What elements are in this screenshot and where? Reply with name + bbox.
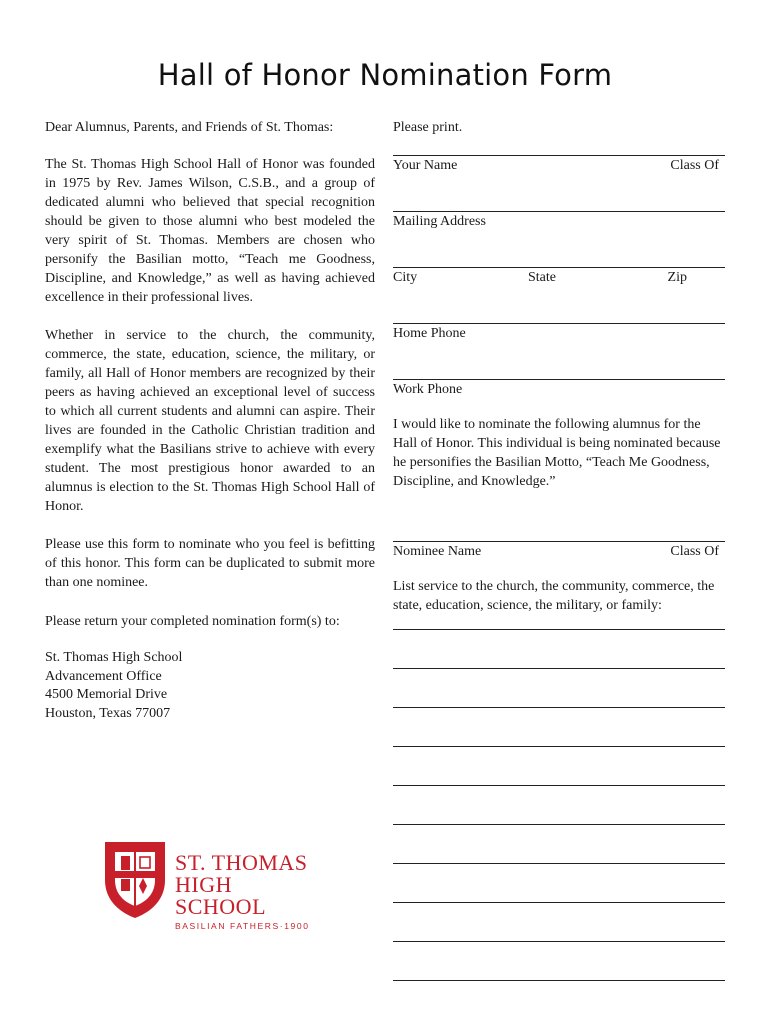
- service-line[interactable]: [393, 629, 725, 668]
- city-state-zip-field[interactable]: [393, 267, 725, 323]
- service-line[interactable]: [393, 902, 725, 941]
- address-line: Advancement Office: [45, 668, 162, 684]
- mailing-address-label: Mailing Address: [393, 214, 486, 229]
- work-phone-field[interactable]: [393, 379, 725, 415]
- return-instruction: Please return your completed nomination form(s) to:: [45, 614, 340, 629]
- zip-label: Zip: [667, 270, 687, 285]
- page-title: Hall of Honor Nomination Form: [157, 58, 613, 92]
- service-line[interactable]: [393, 785, 725, 824]
- paragraph-instructions: Please use this form to nominate who you feel is befitting of this honor. This form can be duplicated to submit more than one nominee.: [45, 537, 375, 590]
- nomination-form: [393, 118, 725, 1019]
- service-line[interactable]: [393, 824, 725, 863]
- service-prompt: List service to the church, the community, commerce, the state, education, science, the military, or family:: [393, 579, 715, 613]
- service-line[interactable]: [393, 746, 725, 785]
- nominee-class-of-label: Class Of: [670, 544, 719, 559]
- service-line[interactable]: [393, 863, 725, 902]
- your-name-field[interactable]: [393, 155, 725, 211]
- paragraph-history: The St. Thomas High School Hall of Honor was founded in 1975 by Rev. James Wilson, C.S.B., and a group of dedicated alumni who believed that special recognition should be given to those alumni who best modeled the very spirit of St. Thomas. Members are chosen who personify the Basilian motto, “Teach me Goodness, Discipline, and Knowledge,” as well as having achieved excellence in their professional lives.: [45, 157, 375, 305]
- print-instruction: Please print.: [393, 120, 463, 135]
- service-line[interactable]: [393, 980, 725, 1019]
- nomination-statement: I would like to nominate the following alumnus for the Hall of Honor. This individual is being nominated because he personifies the Basilian Motto, “Teach Me Goodness, Discipline, and Knowledge.”: [393, 417, 721, 489]
- work-phone-label: Work Phone: [393, 382, 463, 397]
- nominee-name-label: Nominee Name: [393, 544, 482, 559]
- logo-line-2: HIGH SCHOOL: [175, 872, 267, 919]
- school-crest-icon: [103, 840, 167, 920]
- mailing-address-field[interactable]: [393, 211, 725, 267]
- address-line: Houston, Texas 77007: [45, 705, 171, 721]
- home-phone-field[interactable]: [393, 323, 725, 379]
- your-name-label: Your Name: [393, 158, 458, 173]
- greeting: Dear Alumnus, Parents, and Friends of St. Thomas:: [45, 120, 334, 135]
- city-label: City: [393, 270, 418, 285]
- school-logo: [103, 840, 323, 931]
- service-line[interactable]: [393, 707, 725, 746]
- address-line: St. Thomas High School: [45, 650, 183, 665]
- class-of-label: Class Of: [670, 158, 719, 173]
- nominee-name-field[interactable]: [393, 541, 725, 577]
- logo-wordmark: [175, 852, 323, 931]
- service-line[interactable]: [393, 668, 725, 707]
- paragraph-service: Whether in service to the church, the community, commerce, the state, education, science, the military, or family, all Hall of Honor members are recognized by their peers as having achieved an exceptional level of success to which all current students and alumni can aspire. Their lives are founded in the Catholic Christian tradition and exemplify what the Basilians strive to achieve with every student. The most prestigious honor awarded to an alumnus is election to the St. Thomas High School Hall of Honor.: [45, 328, 375, 514]
- mailing-address-block: [45, 649, 375, 723]
- letter-column: [45, 118, 375, 723]
- address-line: 4500 Memorial Drive: [45, 687, 168, 702]
- service-line[interactable]: [393, 941, 725, 980]
- logo-line-3: BASILIAN FATHERS·1900: [175, 921, 310, 931]
- state-label: State: [528, 270, 556, 285]
- service-lines: [393, 629, 725, 1019]
- logo-line-1: ST. THOMAS: [175, 850, 308, 875]
- home-phone-label: Home Phone: [393, 326, 466, 341]
